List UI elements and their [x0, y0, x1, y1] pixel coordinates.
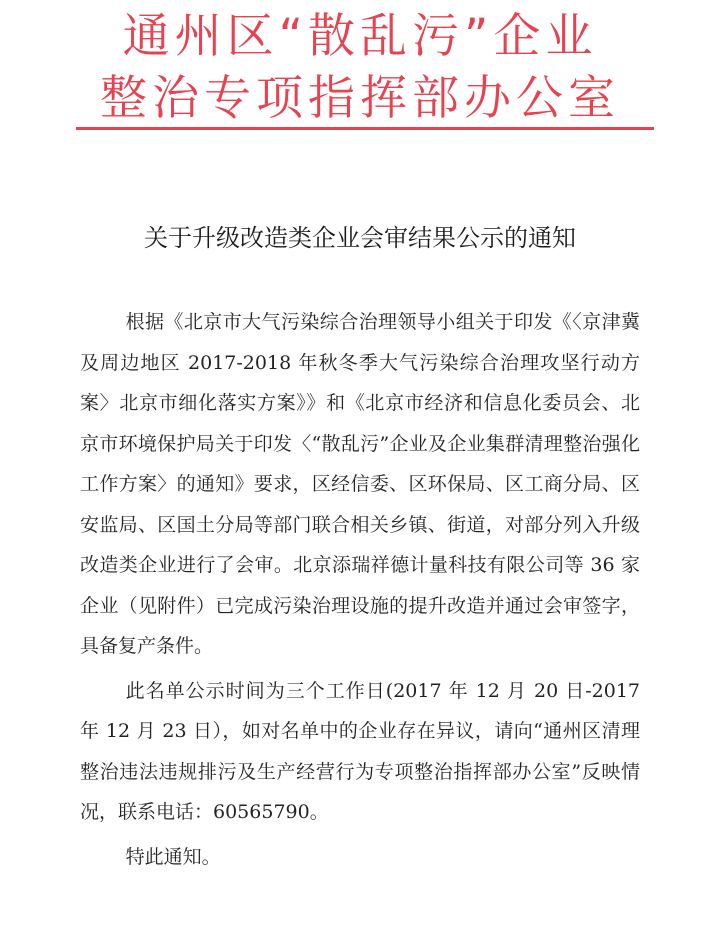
body-paragraph-2: 此名单公示时间为三个工作日(2017 年 12 月 20 日-2017 年 12 月 23 日），如对名单中的企业存在异议，请向“通州区清理整治违法违规排污及生产经营行为专项整治指挥部办公室”反映情况，联系电话：60565790。	[80, 679, 640, 823]
document-body	[80, 302, 640, 877]
document-title: 关于升级改造类企业会审结果公示的通知	[144, 224, 576, 252]
letterhead-divider	[76, 127, 654, 130]
closing-remark: 特此通知。	[125, 845, 221, 868]
letterhead	[0, 6, 720, 130]
body-paragraph-1: 根据《北京市大气污染综合治理领导小组关于印发《〈京津冀及周边地区 2017-2018 年秋冬季大气污染综合治理攻坚行动方案〉北京市细化落实方案》》和《北京市经济和信息化委员会、北京市环境保护局关于印发〈“散乱污”企业及企业集群清理整治强化工作方案〉的通知》要求，区经信委、区环保局、区工商分局、区安监局、区国土分局等部门联合相关乡镇、街道，对部分列入升级改造类企业进行了会审。北京添瑞祥德计量科技有限公司等 36 家企业（见附件）已完成污染治理设施的提升改造并通过会审签字，具备复产条件。	[80, 311, 640, 657]
letterhead-line-1: 通州区“散乱污”企业	[122, 9, 598, 64]
letterhead-line-2: 整治专项指挥部办公室	[100, 71, 620, 126]
